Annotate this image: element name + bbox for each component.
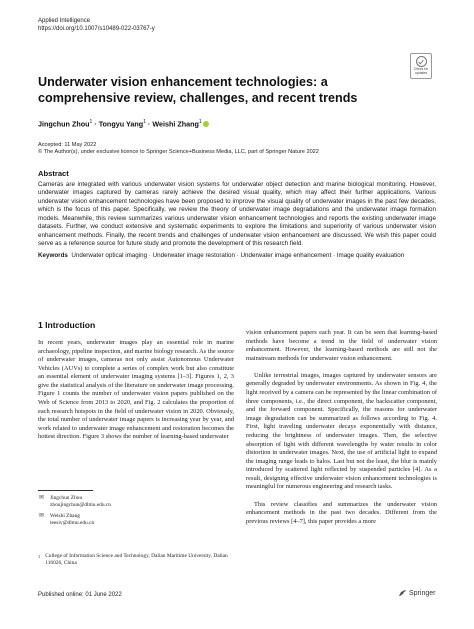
orcid-icon[interactable] <box>203 121 209 127</box>
keywords-text: Underwater optical imaging · Underwater image restoration · Underwater image enhancement · Image quality evaluation <box>71 252 405 259</box>
author-separator: · <box>92 119 99 129</box>
author-affil-sup: 1 <box>143 119 146 125</box>
article-meta <box>38 142 319 157</box>
section-heading: 1 Introduction <box>38 320 96 330</box>
doi-link[interactable]: https://doi.org/10.1007/s10489-022-03767-y <box>38 26 155 32</box>
contact-entry <box>38 513 111 527</box>
abstract-text: Cameras are integrated with various underwater vision systems for underwater object detection and marine biological monitoring. However, underwater images captured by cameras rarely achieve the desired visual quality, which may affect their further applications. Various underwater vision enhancement technologies have been proposed to improve the visual quality of underwater images in the past few decades, which is the focus of this paper. Specifically, we review the theory of underwater image degradations and the underwater image formation models. Meanwhile, this review summarizes various underwater vision enhancement technologies and reports the existing underwater image datasets. Further, we conduct extensive and systematic experiments to explore the limitations and superiority of various underwater vision enhancement methods. Finally, the recent trends and challenges of underwater vision enhancement are discussed. We wish this paper could serve as a reference source for future study and promote the development of this research field. <box>38 181 436 248</box>
intro-column-left <box>38 339 234 442</box>
intro-column-right <box>246 329 437 526</box>
affiliation-number: 1 <box>38 554 41 559</box>
copyright-notice: © The Author(s), under exclusive licence to Springer Science+Business Media, LLC, part of Springer Nature 2022 <box>38 149 319 156</box>
contact-email[interactable]: teesiv@dlmu.edu.cn <box>50 520 95 526</box>
abstract-heading: Abstract <box>38 169 69 178</box>
envelope-icon: ✉ <box>38 495 45 501</box>
journal-name: Applied Intelligence <box>38 18 91 24</box>
author-affil-sup: 1 <box>198 119 202 125</box>
check-for-updates-badge[interactable] <box>410 53 432 79</box>
intro-paragraph: This review classifies and summarizes the underwater vision enhancement methods in the past two decades. Different from the previous reviews [4–7], this paper provides a more <box>246 500 437 525</box>
springer-horse-icon <box>398 589 407 597</box>
journal-header <box>38 17 155 33</box>
check-for-updates-icon <box>416 56 427 67</box>
author-affil-sup: 1 <box>89 119 93 125</box>
author-name: Weishi Zhang <box>152 119 199 129</box>
published-date: Published online: 01 June 2022 <box>38 592 122 598</box>
check-for-updates-label: Check for updates <box>413 67 429 75</box>
contact-entry <box>38 495 111 509</box>
author-name: Jingchun Zhou <box>38 119 90 129</box>
contact-email[interactable]: zhoujingchun@dlmu.edu.cn <box>50 502 111 508</box>
envelope-icon: ✉ <box>38 513 45 519</box>
paper-title: Underwater vision enhancement technologies: a comprehensive review, challenges, and recent trends <box>38 75 358 105</box>
author-list <box>38 119 209 128</box>
author-name: Tongyu Yang <box>98 119 144 129</box>
intro-paragraph: Unlike terrestrial images, images captured by underwater sensors are generally degraded by underwater environments. As shown in Fig. 4, the light received by a camera can be represented by the linear combination of three components, i.e., the direct component, the backscatter component, and the forward component. Specifically, the reasons for underwater image degradation can be summarized as follows according to Fig. 4. First, light traveling underwater decays exponentially with distance, reducing the brightness of underwater images. Then, the selective absorption of light with different wavelengths by water results in color distortion in underwater images. Next, the use of artificial light to expand the imaging range leads to halos. Last but not the least, the blur is mainly introduced by scattered light reflected by suspended particles [4]. As a result, designing effective underwater vision enhancement technologies is meaningful for numerous engineering and research tasks. <box>246 371 437 491</box>
intro-paragraph: vision enhancement papers each year. It can be seen that learning-based methods have become a trend in the field of underwater vision enhancement. However, the learning-based methods are still not the mainstream methods for underwater vision enhancement. <box>246 329 437 362</box>
contact-name: Jingchun Zhou <box>50 495 83 501</box>
affiliation-text: College of Information Science and Technology, Dalian Maritime University, Dalian 116026, China <box>45 553 228 566</box>
affiliation <box>38 553 228 567</box>
publisher-name: Springer <box>409 589 436 597</box>
keywords <box>38 252 436 260</box>
footnote-divider <box>38 490 93 491</box>
author-separator: · <box>145 119 153 129</box>
keywords-label: Keywords <box>38 252 68 259</box>
contact-name: Weishi Zhang <box>50 513 80 519</box>
contact-list <box>38 495 111 531</box>
intro-paragraph: In recent years, underwater images play an essential role in marine archaeology, pipeline inspection, and marine biology research. As the source of underwater images, cameras not only assist Autonomous Underwater Vehicles (AUVs) to complete a series of complex work but also constitute an essential element of underwater imaging systems [1–3]. Figures 1, 2, 3 give the statistical analysis of the literature on underwater image processing. Figure 1 counts the number of underwater vision papers published on the Web of Science from 2013 to 2020, and Fig. 2 calculates the proportion of each research hotspots in the field of underwater vision in 2020. Obviously, the total number of underwater image papers is increasing year by year, and work related to underwater image enhancement and restoration becomes the hottest direction. Figure 3 shows the number of learning-based underwater <box>38 339 234 441</box>
publisher-logo <box>398 589 435 597</box>
accepted-date: Accepted: 11 May 2022 <box>38 142 97 148</box>
